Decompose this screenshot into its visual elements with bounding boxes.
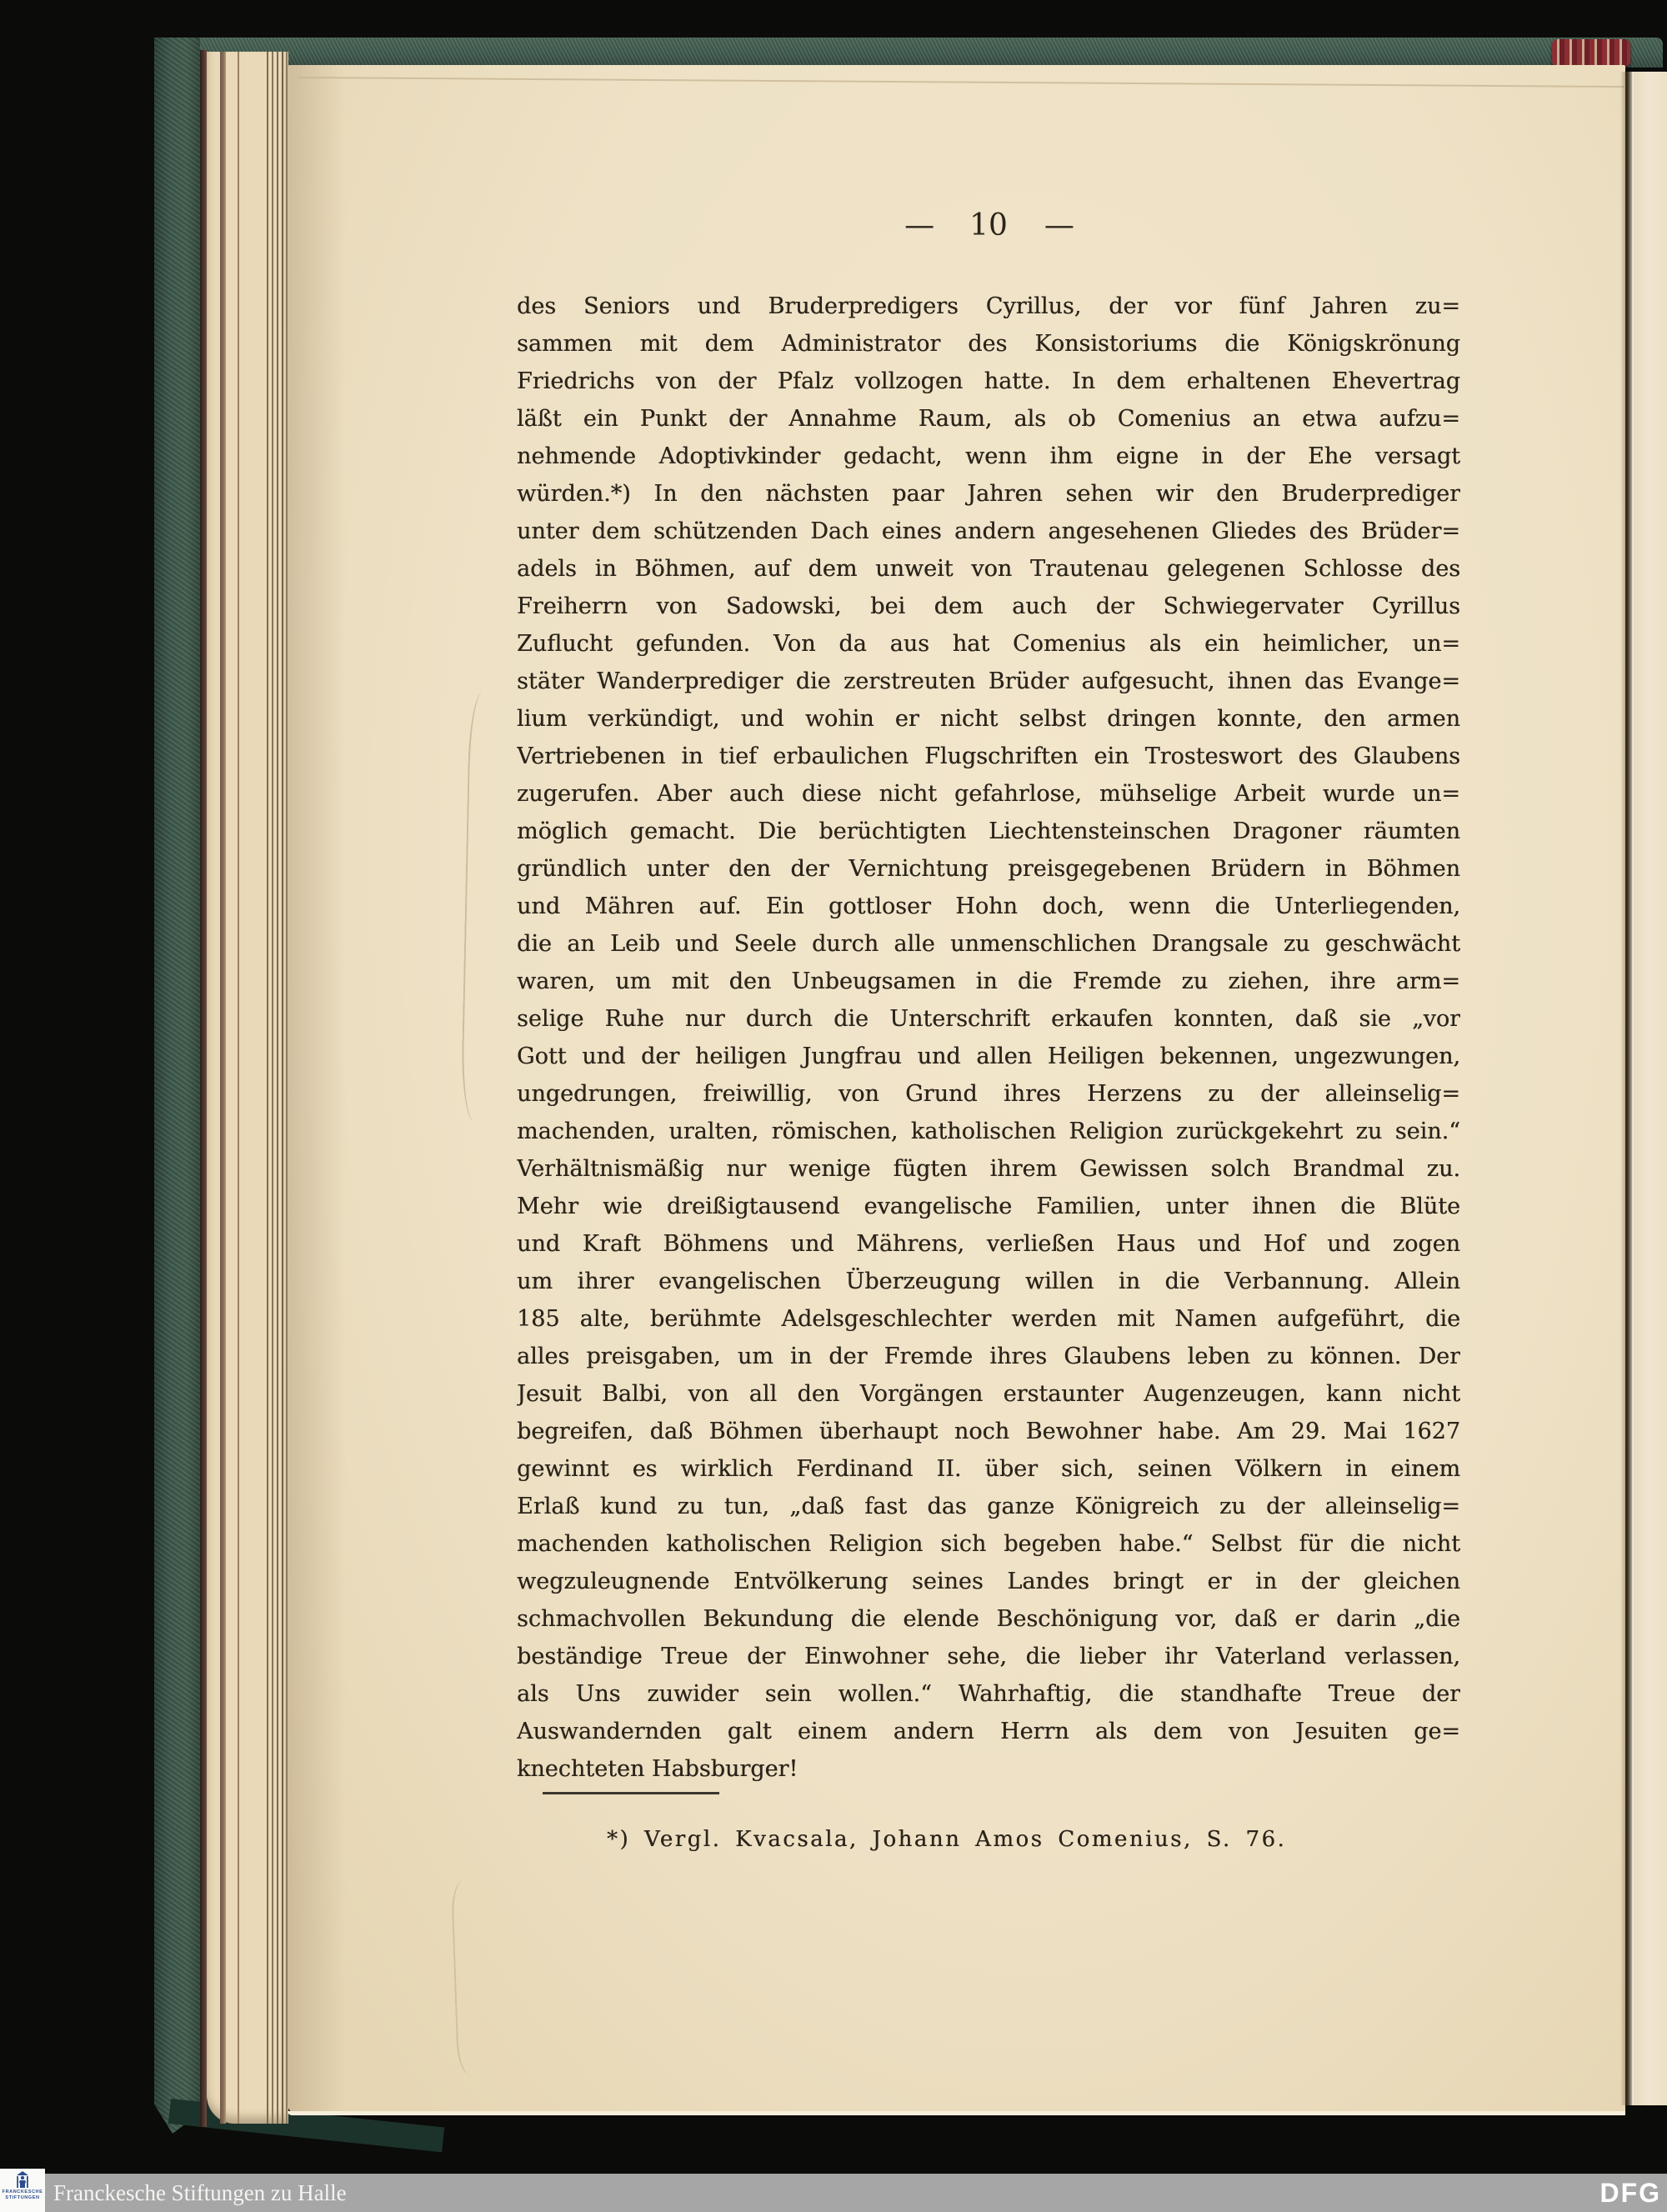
text-line: adels in Böhmen, auf dem unweit von Trautenau gelegenen Schlosse des xyxy=(517,556,1460,582)
underlying-page-edge xyxy=(298,77,1624,88)
franckesche-logo[interactable] xyxy=(0,2169,45,2212)
text-line: die an Leib und Seele durch alle unmenschlichen Drangsale zu geschwächt xyxy=(517,931,1460,957)
text-line: und Kraft Böhmens und Mährens, verließen Haus und Hof und zogen xyxy=(517,1231,1460,1257)
page-stack-edges xyxy=(207,52,288,2124)
text-line: würden.*) In den nächsten paar Jahren sehen wir den Bruderprediger xyxy=(517,481,1460,507)
facing-page-sliver xyxy=(1632,72,1667,2105)
page-fold-shadow xyxy=(1620,72,1634,2105)
text-line: unter dem schützenden Dach eines andern angesehenen Gliedes des Brüder= xyxy=(517,518,1460,544)
text-line: selige Ruhe nur durch die Unterschrift erkaufen konnten, daß sie „vor xyxy=(517,1006,1460,1032)
page-edge-groove xyxy=(220,52,226,2124)
text-line: Mehr wie dreißigtausend evangelische Familien, unter ihnen die Blüte xyxy=(517,1194,1460,1219)
text-line: Zuflucht gefunden. Von da aus hat Comenius als ein heimlicher, un= xyxy=(517,631,1460,657)
book-hinge xyxy=(200,50,207,2127)
text-line: sammen mit dem Administrator des Konsistoriums die Königskrönung xyxy=(517,331,1460,357)
text-line: ungedrungen, freiwillig, von Grund ihres Herzens zu der alleinselig= xyxy=(517,1081,1460,1107)
text-line: 185 alte, berühmte Adelsgeschlechter werden mit Namen aufgeführt, die xyxy=(517,1306,1460,1332)
text-line: des Seniors und Bruderpredigers Cyrillus, der vor fünf Jahren zu= xyxy=(517,293,1460,319)
text-line: stäter Wanderprediger die zerstreuten Brüder aufgesucht, ihnen das Evange= xyxy=(517,668,1460,694)
text-line: wegzuleugnende Entvölkerung seines Landes bringt er in der gleichen xyxy=(517,1569,1460,1594)
text-line: möglich gemacht. Die berüchtigten Liechtensteinschen Dragoner räumten xyxy=(517,818,1460,844)
text-line: begreifen, daß Böhmen überhaupt noch Bewohner habe. Am 29. Mai 1627 xyxy=(517,1419,1460,1444)
text-line: waren, um mit den Unbeugsamen in die Fremde zu ziehen, ihre arm= xyxy=(517,968,1460,994)
viewer-footer-bar xyxy=(0,2174,1667,2212)
text-line: Vertriebenen in tief erbaulichen Flugschriften ein Trosteswort des Glaubens xyxy=(517,743,1460,769)
text-line: gewinnt es wirklich Ferdinand II. über sich, seinen Völkern in einem xyxy=(517,1456,1460,1482)
book-cover-left-edge xyxy=(154,38,200,2134)
book-headband xyxy=(1552,39,1630,67)
logo-text-line2: STIFTUNGEN xyxy=(5,2194,40,2200)
page-number-value: 10 xyxy=(969,208,1008,243)
page-number-dash-right: — xyxy=(1044,208,1073,243)
franckesche-emblem-icon xyxy=(14,2171,31,2189)
logo-text-line1: FRANCKESCHE xyxy=(2,2189,43,2194)
footnote-rule xyxy=(543,1792,719,1794)
text-line: läßt ein Punkt der Annahme Raum, als ob Comenius an etwa aufzu= xyxy=(517,406,1460,432)
page-edge-groove xyxy=(282,52,283,2124)
text-line: lium verkündigt, und wohin er nicht selbst dringen konnte, den armen xyxy=(517,706,1460,732)
text-line: machenden katholischen Religion sich begeben habe.“ Selbst für die nicht xyxy=(517,1531,1460,1557)
text-line: Auswandernden galt einem andern Herrn als dem von Jesuiten ge= xyxy=(517,1719,1460,1744)
text-line: nehmende Adoptivkinder gedacht, wenn ihm eigne in der Ehe versagt xyxy=(517,443,1460,469)
text-line: Freiherrn von Sadowski, bei dem auch der Schwiegervater Cyrillus xyxy=(517,593,1460,619)
text-line: Gott und der heiligen Jungfrau und allen Heiligen bekennen, ungezwungen, xyxy=(517,1043,1460,1069)
paper-crease xyxy=(461,692,497,1122)
text-line: Jesuit Balbi, von all den Vorgängen erstaunter Augenzeugen, kann nicht xyxy=(517,1381,1460,1407)
page-edge-groove xyxy=(238,52,239,2124)
text-line: alles preisgaben, um in der Fremde ihres Glaubens leben zu können. Der xyxy=(517,1344,1460,1369)
text-line: machenden, uralten, römischen, katholischen Religion zurückgekehrt zu sein.“ xyxy=(517,1119,1460,1144)
page-edge-groove xyxy=(277,52,278,2124)
dfg-logo[interactable]: DFG xyxy=(1599,2178,1661,2208)
page-number-dash-left: — xyxy=(904,208,934,243)
text-line: zugerufen. Aber auch diese nicht gefahrlose, mühselige Arbeit wurde un= xyxy=(517,781,1460,807)
text-line: als Uns zuwider sein wollen.“ Wahrhaftig, die standhafte Treue der xyxy=(517,1681,1460,1707)
text-line: und Mähren auf. Ein gottloser Hohn doch, wenn die Unterliegenden, xyxy=(517,893,1460,919)
body-text xyxy=(517,288,1460,1788)
text-line: knechteten Habsburger! xyxy=(517,1756,798,1782)
page-edge-groove xyxy=(272,52,273,2124)
page-number xyxy=(517,205,1460,245)
page-edge-groove xyxy=(267,52,268,2124)
text-line: Verhältnismäßig nur wenige fügten ihrem Gewissen solch Brandmal zu. xyxy=(517,1156,1460,1182)
book-page xyxy=(288,65,1625,2115)
book-cover-top-edge xyxy=(154,38,1663,68)
text-line: um ihrer evangelischen Überzeugung willen in die Verbannung. Allein xyxy=(517,1269,1460,1294)
text-line: beständige Treue der Einwohner sehe, die lieber ihr Vaterland verlassen, xyxy=(517,1644,1460,1669)
institution-label: Franckesche Stiftungen zu Halle xyxy=(53,2180,347,2205)
paper-crease xyxy=(451,1879,484,2076)
text-line: Erlaß kund zu tun, „daß fast das ganze Königreich zu der alleinselig= xyxy=(517,1494,1460,1519)
footnote-text: *) Vergl. Kvacsala, Johann Amos Comenius, S. 76. xyxy=(607,1827,1287,1852)
text-line: Friedrichs von der Pfalz vollzogen hatte. In dem erhaltenen Ehevertrag xyxy=(517,368,1460,394)
text-line: gründlich unter den der Vernichtung preisgegebenen Brüdern in Böhmen xyxy=(517,856,1460,882)
text-line: schmachvollen Bekundung die elende Beschönigung vor, daß er darin „die xyxy=(517,1606,1460,1632)
